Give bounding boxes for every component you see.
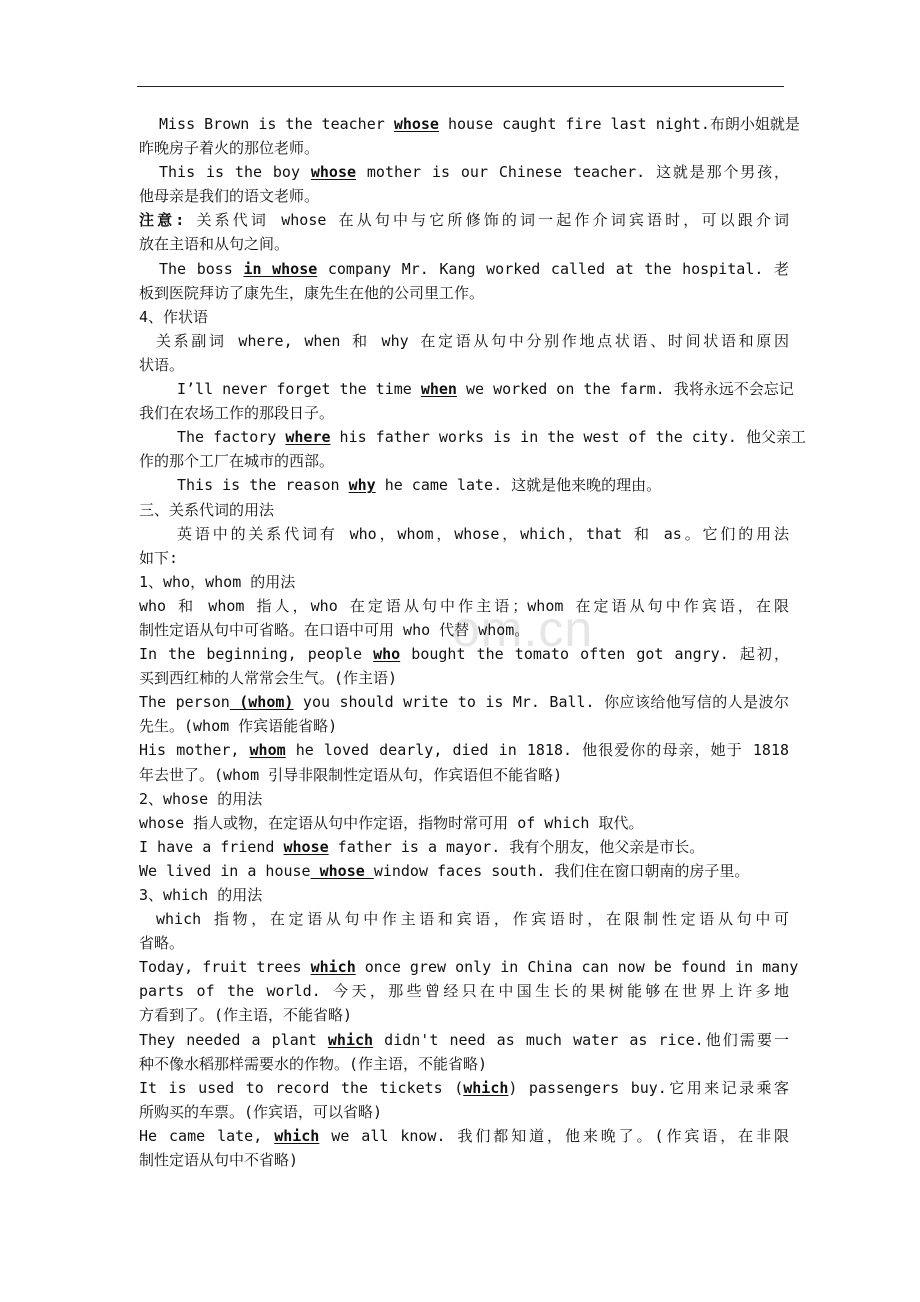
text-line <box>139 160 789 184</box>
line-text: who 和 whom 指人，who 在定语从句中作主语；whom 在定语从句中作宾语，在限 <box>139 596 789 615</box>
text-line <box>139 690 789 714</box>
text-line <box>139 618 789 642</box>
text-line <box>139 570 789 594</box>
line-text: parts of the world. 今天，那些曾经只在中国生长的果树能够在世界上许多地 <box>139 982 789 1001</box>
relative-word: which <box>310 958 356 977</box>
line-text-rest: we all know. 我们都知道，他来晚了。(作宾语，在非限 <box>319 1126 789 1145</box>
line-text: The boss <box>159 259 244 278</box>
line-text-rest: you should write to is Mr. Ball. 你应该给他写信的人是波尔 <box>293 693 789 712</box>
text-line <box>139 955 799 979</box>
relative-word: whom <box>249 741 286 760</box>
line-text: I’ll never forget the time <box>177 380 421 399</box>
text-line <box>139 666 789 690</box>
line-text: 1、who，whom 的用法 <box>139 572 296 591</box>
line-text: 4、作状语 <box>139 307 209 326</box>
text-line <box>139 714 789 738</box>
line-text: This is the reason <box>177 476 349 495</box>
line-text: Today, fruit trees <box>139 958 311 977</box>
text-line <box>139 738 789 762</box>
line-text: 他母亲是我们的语文老师。 <box>139 187 320 206</box>
line-text-rest: didn't need as much water as rice.他们需要一 <box>373 1030 789 1049</box>
text-line <box>139 208 789 232</box>
line-text: 制性定语从句中不省略) <box>139 1151 299 1170</box>
text-line <box>139 642 789 666</box>
relative-word: who <box>373 645 401 664</box>
relative-word: which <box>327 1030 374 1049</box>
text-line <box>139 1028 789 1052</box>
line-text: We lived in a house <box>139 861 311 880</box>
line-text-rest: he came late. 这就是他来晚的理由。 <box>375 476 662 495</box>
line-text-rest: his father works is in the west of the city. 他父亲工 <box>330 428 806 447</box>
line-text: 方看到了。(作主语，不能省略) <box>139 1006 353 1025</box>
line-text: His mother, <box>139 741 250 760</box>
text-line <box>139 281 789 305</box>
line-text-rest: mother is our Chinese teacher. 这就是那个男孩， <box>356 163 789 182</box>
line-text: 3、which 的用法 <box>139 886 263 904</box>
line-text-rest: father is a mayor. 我有个朋友，他父亲是市长。 <box>328 837 705 856</box>
line-text: 关系代词 whose 在从句中与它所修饰的词一起作介词宾语时，可以跟介词 <box>184 211 790 230</box>
relative-word: in whose <box>243 259 318 278</box>
text-line <box>139 1052 789 1076</box>
relative-word: whose <box>310 163 357 182</box>
line-text: Miss Brown is the teacher <box>159 115 394 133</box>
text-line <box>139 329 789 353</box>
text-line <box>139 401 789 425</box>
text-line <box>139 522 789 546</box>
text-line <box>139 1003 789 1027</box>
line-text: 种不像水稻那样需要水的作物。(作主语，不能省略) <box>139 1054 488 1073</box>
text-line <box>139 931 789 955</box>
line-text: I have a friend <box>139 837 284 856</box>
line-text-rest: he loved dearly, died in 1818. 他很爱你的母亲，她于 1818 <box>285 741 790 760</box>
line-text: 我们在农场工作的那段日子。 <box>139 404 335 423</box>
line-text-rest: once grew only in China can now be found in many <box>355 958 799 977</box>
header-rule <box>137 86 784 87</box>
text-line <box>139 305 789 329</box>
line-text: They needed a plant <box>139 1030 328 1049</box>
line-text: 三、关系代词的用法 <box>139 500 275 519</box>
line-text-rest: company Mr. Kang worked called at the hospital. 老 <box>317 259 789 278</box>
text-line <box>139 811 789 835</box>
line-text: whose 指人或物，在定语从句中作定语，指物时常可用 of which 取代。 <box>139 813 644 832</box>
text-line <box>139 257 789 281</box>
text-line <box>139 907 789 931</box>
line-text: In the beginning, people <box>139 645 374 664</box>
text-line <box>139 835 789 859</box>
text-line <box>139 1124 789 1148</box>
text-line <box>139 787 789 811</box>
text-line <box>139 1100 789 1124</box>
document-body <box>139 112 806 1172</box>
line-text: 制性定语从句中可省略。在口语中可用 who 代替 whom。 <box>139 620 530 639</box>
text-line <box>139 377 794 401</box>
text-line <box>139 546 789 570</box>
line-text: It is used to record the tickets ( <box>139 1078 464 1097</box>
line-text: 先生。(whom 作宾语能省略) <box>139 717 338 736</box>
relative-word: where <box>285 428 331 447</box>
relative-word: whose <box>393 115 439 133</box>
line-text: 省略。 <box>139 934 185 953</box>
relative-word: (whom) <box>229 693 294 712</box>
watermark: om.cn <box>452 601 594 657</box>
line-text: 作的那个工厂在城市的西部。 <box>139 452 335 471</box>
line-text: The person <box>139 693 230 712</box>
text-line <box>139 449 789 473</box>
line-text: 板到医院拜访了康先生，康先生在他的公司里工作。 <box>139 283 485 302</box>
text-line <box>139 763 789 787</box>
text-line <box>139 1076 789 1100</box>
text-line <box>139 425 806 449</box>
line-text: 放在主语和从句之间。 <box>139 235 290 254</box>
line-text-rest: house caught fire last night.布朗小姐就是 <box>438 115 800 133</box>
text-line <box>139 979 789 1003</box>
text-line <box>139 184 789 208</box>
text-line <box>139 883 789 907</box>
line-text: He came late, <box>139 1126 275 1145</box>
line-text-rest: ) passengers buy.它用来记录乘客 <box>508 1078 790 1097</box>
relative-word: whose <box>283 837 329 856</box>
line-text: 买到西红柿的人常常会生气。(作主语) <box>139 669 398 688</box>
line-text: 英语中的关系代词有 who，whom，whose，which，that 和 as。它们的用法 <box>177 524 789 543</box>
line-text: 2、whose 的用法 <box>139 789 263 808</box>
relative-word: whose <box>310 861 374 880</box>
text-line <box>139 112 800 136</box>
line-text: 如下: <box>139 548 179 567</box>
line-text: which 指物，在定语从句中作主语和宾语，作宾语时，在限制性定语从句中可 <box>156 910 789 929</box>
line-text: The factory <box>177 428 286 447</box>
text-line <box>139 1148 789 1172</box>
text-line <box>139 594 789 618</box>
text-line <box>139 353 789 377</box>
relative-word: why <box>348 476 376 495</box>
line-text: This is the boy <box>159 163 311 182</box>
line-text: 昨晚房子着火的那位老师。 <box>139 139 320 158</box>
line-text: 状语。 <box>139 355 185 374</box>
line-text-rest: bought the tomato often got angry. 起初， <box>400 645 789 664</box>
text-line <box>139 473 789 497</box>
text-line <box>139 498 789 522</box>
line-text-rest: window faces south. 我们住在窗口朝南的房子里。 <box>373 861 750 880</box>
text-line <box>139 136 789 160</box>
line-text: 关系副词 where, when 和 why 在定语从句中分别作地点状语、时间状语和原因 <box>156 331 789 350</box>
line-text: 所购买的车票。(作宾语，可以省略) <box>139 1102 383 1121</box>
relative-word: which <box>463 1078 509 1097</box>
relative-word: which <box>274 1126 320 1145</box>
relative-word: when <box>420 380 457 399</box>
text-line <box>139 232 789 256</box>
line-text-rest: we worked on the farm. 我将永远不会忘记 <box>456 380 794 399</box>
note-label: 注意: <box>139 211 185 230</box>
line-text: 年去世了。(whom 引导非限制性定语从句，作宾语但不能省略) <box>139 765 563 784</box>
text-line <box>139 859 789 883</box>
